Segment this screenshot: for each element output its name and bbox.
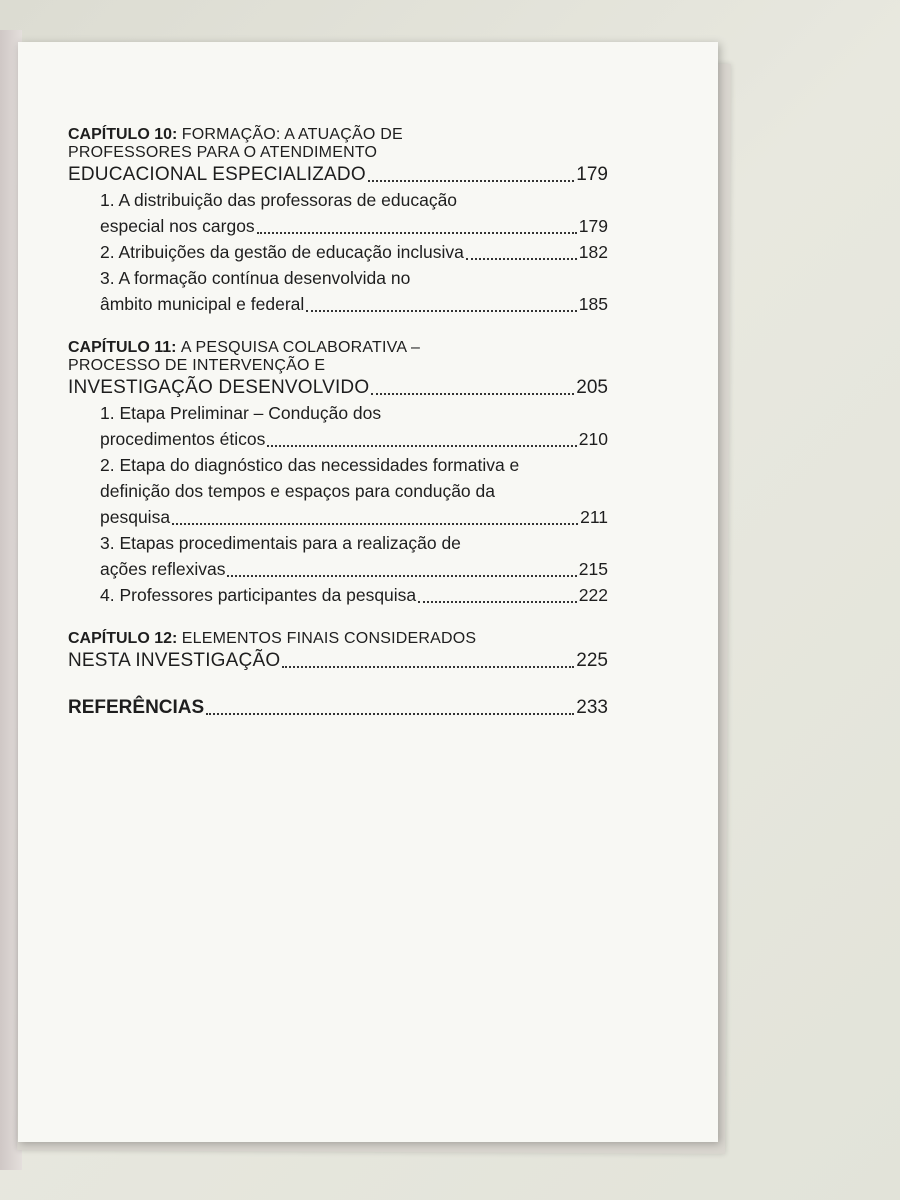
chapter-title-line: FORMAÇÃO: A ATUAÇÃO DE — [181, 126, 403, 143]
toc-item: ações reflexivas 215 — [68, 556, 608, 582]
toc-chapter-12 — [68, 630, 608, 673]
toc-item-line: 3. Etapas procedimentais para a realização de — [100, 533, 461, 553]
page-number: 205 — [576, 377, 608, 398]
toc-chapter-10 — [68, 126, 608, 317]
toc-item-line: 1. Etapa Preliminar – Condução dos — [100, 403, 382, 423]
chapter-title-line: ELEMENTOS FINAIS CONSIDERADOS — [181, 630, 477, 647]
page-number: 225 — [576, 650, 608, 671]
chapter-title-last-line: NESTA INVESTIGAÇÃO 225 — [68, 650, 608, 671]
page-number: 185 — [578, 294, 608, 314]
toc-item: pesquisa 211 — [68, 504, 608, 530]
page-number: 222 — [578, 585, 608, 605]
table-of-contents — [68, 126, 608, 742]
chapter-title-line: A PESQUISA COLABORATIVA – — [180, 339, 421, 356]
toc-item: 2. Atribuições da gestão de educação inclusiva 182 — [68, 239, 608, 265]
page-number: 182 — [578, 242, 608, 262]
references-label: REFERÊNCIAS — [68, 697, 205, 718]
chapter-title-last-line: EDUCACIONAL ESPECIALIZADO 179 — [68, 164, 608, 185]
dot-leader — [466, 257, 577, 260]
dot-leader — [206, 712, 574, 715]
chapter-label: CAPÍTULO 10: — [68, 126, 178, 143]
dot-leader — [282, 665, 574, 668]
dot-leader — [418, 600, 577, 603]
dot-leader — [172, 522, 578, 525]
toc-chapter-11 — [68, 339, 608, 608]
chapter-title-last-line: INVESTIGAÇÃO DESENVOLVIDO 205 — [68, 377, 608, 398]
chapter-label: CAPÍTULO 11: — [68, 339, 177, 356]
page-number: 215 — [578, 559, 608, 579]
toc-item-line: definição dos tempos e espaços para condução da — [100, 481, 495, 501]
chapter-title-line: PROFESSORES PARA O ATENDIMENTO — [68, 144, 378, 161]
page-number: 179 — [576, 164, 608, 185]
toc-item: especial nos cargos 179 — [68, 213, 608, 239]
dot-leader — [371, 392, 574, 395]
dot-leader — [227, 574, 576, 577]
toc-item-line: 1. A distribuição das professoras de educação — [100, 190, 458, 210]
references-entry — [68, 695, 608, 720]
dot-leader — [306, 309, 577, 312]
toc-item: procedimentos éticos 210 — [68, 426, 608, 452]
page-number: 210 — [578, 429, 608, 449]
page-number: 179 — [578, 216, 608, 236]
chapter-label: CAPÍTULO 12: — [68, 630, 178, 647]
dot-leader — [267, 444, 576, 447]
toc-item-line: 3. A formação contínua desenvolvida no — [100, 268, 411, 288]
toc-item: âmbito municipal e federal 185 — [68, 291, 608, 317]
dot-leader — [368, 179, 574, 182]
page-number: 233 — [576, 697, 608, 718]
book-page — [18, 42, 718, 1142]
dot-leader — [257, 231, 577, 234]
toc-item: 4. Professores participantes da pesquisa 222 — [68, 582, 608, 608]
toc-item-line: 2. Etapa do diagnóstico das necessidades formativa e — [100, 455, 520, 475]
chapter-title-line: PROCESSO DE INTERVENÇÃO E — [68, 357, 326, 374]
toc-references — [68, 695, 608, 720]
page-number: 211 — [580, 507, 608, 527]
